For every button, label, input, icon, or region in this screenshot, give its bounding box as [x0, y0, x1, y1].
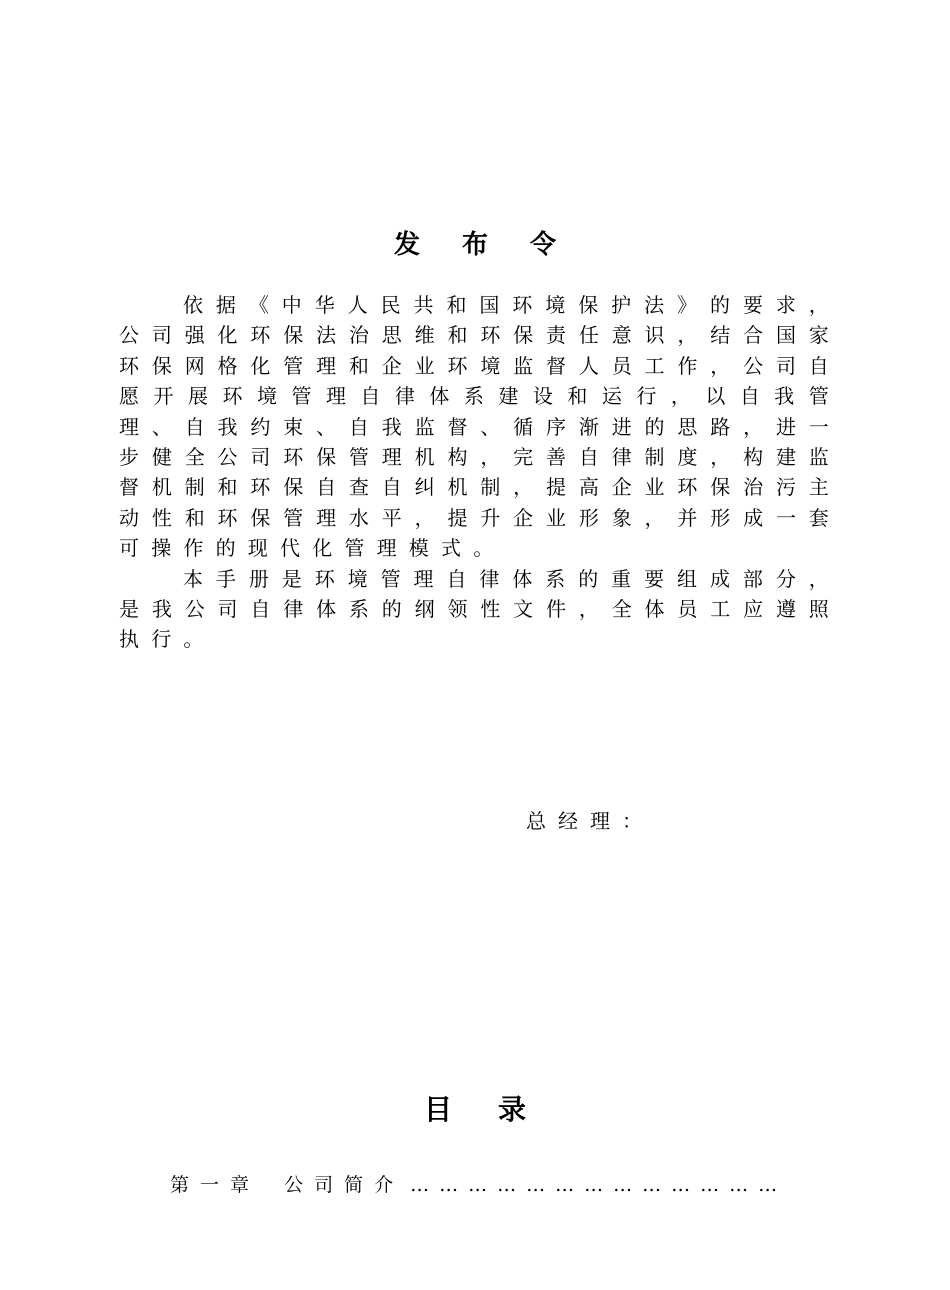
release-order-body [119, 290, 841, 655]
release-order-title: 发布令 [393, 230, 598, 260]
general-manager-signature-label: 总经理： [526, 809, 654, 833]
toc-title: 目录 [423, 1093, 572, 1126]
release-order-paragraph-1: 依据《中华人民共和国环境保护法》的要求，公司强化环保法治思维和环保责任意识，结合国家环保网格化管理和企业环境监督人员工作，公司自愿开展环境管理自律体系建设和运行，以自我管理、自我约束、自我监督、循序渐进的思路，进一步健全公司环保管理机构，完善自律制度，构建监督机制和环保自查自纠机制，提高企业环保治污主动性和环保管理水平，提升企业形象，并形成一套可操作的现代化管理模式。 [119, 293, 841, 561]
toc-entry-name: 公司简介 [284, 1174, 405, 1196]
release-order-paragraph-2: 本手册是环境管理自律体系的重要组成部分，是我公司自律体系的纲领性文件，全体员工应遵照执行。 [119, 566, 841, 652]
toc-entry-leader-dots: ………………………………… [410, 1174, 788, 1196]
toc-entry[interactable] [170, 1170, 830, 1200]
toc-entry-chapter: 第一章 [170, 1174, 261, 1196]
